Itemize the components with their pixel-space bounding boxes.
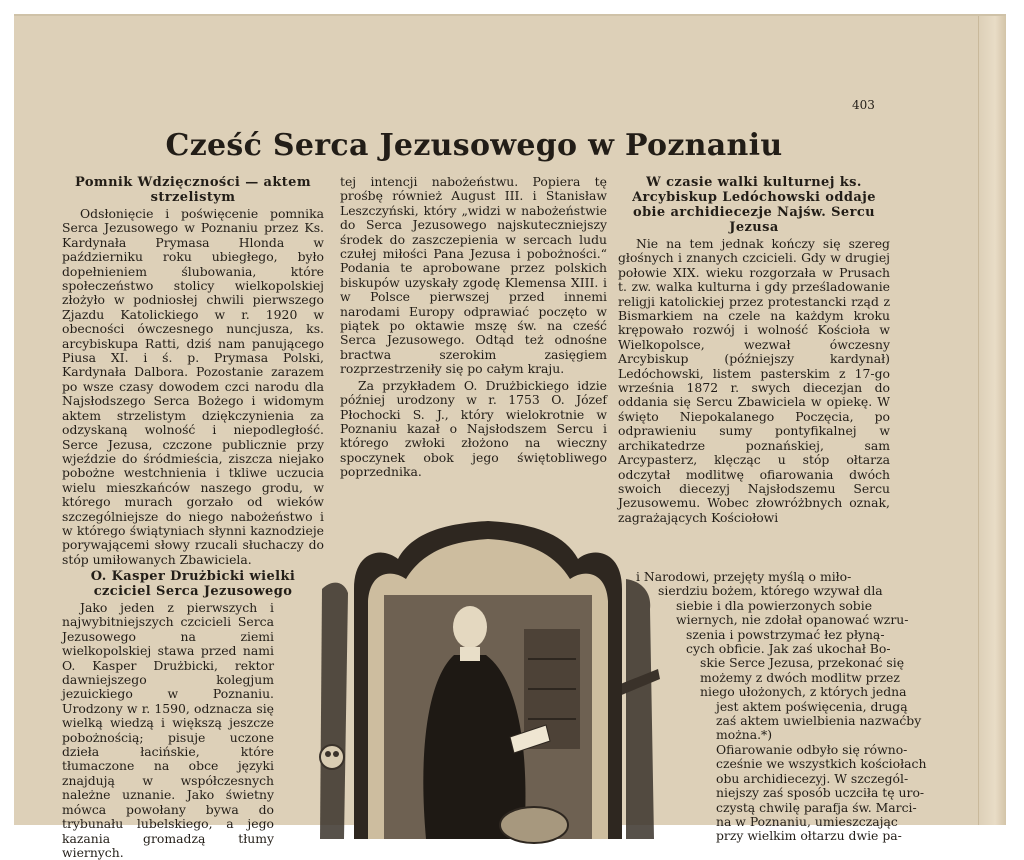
- text-line: niego ułożonych, z których jedna: [700, 684, 907, 700]
- text-line: i Narodowi, przejęty myślą o miło-: [636, 569, 852, 584]
- text-line: czystą chwilę parafja św. Marci-: [716, 799, 917, 815]
- paragraph: Jako jeden z pierwszych i najwybitniejszych czcicieli Serca Jezusowego na ziemi wielkopolskiej stawa przed nami O. Kasper Drużbicki, rektor dawniejszego kolegjum jezuickiego w Poznaniu. Urodzony w r. 1590, odznacza się wielką wiedzą i większą jeszcze pobożnością; pisuje uczone dzieła łacińskie, które tłumaczone na obce języki znajdują w współczesnych należne uznanie. Jako świetny mówca powołany bywa do trybunału lubelskiego, a jego kazania gromadzą tłumy wiernych.: [62, 600, 274, 860]
- text-line: szenia i powstrzymać łez płyną-: [686, 626, 885, 642]
- paragraph: Za przykładem O. Drużbickiego idzie później urodzony w r. 1753 O. Józef Płochocki S. J., który wielokrotnie w Poznaniu kazał o Najsłodszem Sercu i którego zwłoki złożono na wieczny spoczynek obok jego świętobliwego poprzednika.: [340, 377, 607, 480]
- column-3: [618, 175, 890, 525]
- portrait-engraving: [314, 519, 662, 839]
- text-line: cześnie we wszystkich kościołach: [716, 756, 927, 772]
- article-title: Cześć Serca Jezusowego w Poznaniu: [165, 128, 783, 163]
- document-page: [14, 14, 1006, 860]
- text-line: przy wielkim ołtarzu dwie pa-: [716, 828, 902, 844]
- page-number: 403: [852, 98, 875, 112]
- paragraph: tej intencji nabożeństwu. Popiera tę prośbę również August III. i Stanisław Leszczyński, który „widzi w nabożeństwie do Serca Jezusowego najskuteczniejszy środek do zaszczepienia w sercach ludu czułej miłości Pana Jezusa i pobożności.“ Podania te aprobowane przez polskich biskupów uzyskały zgodę Klemensa XIII. i w Polsce pierwszej przed innemi narodami Europy odprawiać poczęto w piątek po oktawie mszę św. na cześć Serca Jezusowego. Odtąd też odnośne bractwa szerokim zasięgiem rozprzestrzeniły się po całym kraju.: [340, 174, 607, 377]
- text-line: niejszy zaś sposób uczciła tę uro-: [716, 785, 925, 801]
- text-line: Ofiarowanie odbyło się równo-: [716, 741, 908, 757]
- column-1: [62, 175, 324, 567]
- section-heading: O. Kasper Drużbicki wielki czciciel Serca Jezusowego: [90, 569, 296, 599]
- text-line: jest aktem poświęcenia, drugą: [716, 698, 908, 714]
- text-line: możemy z dwóch modlitw przez: [700, 669, 900, 685]
- section-heading: Pomnik Wdzięczności — aktem strzelistym: [75, 175, 311, 205]
- text-line: cych obficie. Jak zaś ukochał Bo-: [686, 641, 891, 657]
- column-2: [340, 175, 607, 480]
- text-line: na w Poznaniu, umieszczając: [716, 813, 898, 829]
- page-edge: [978, 16, 1006, 825]
- text-line: siebie i dla powierzonych sobie: [676, 597, 873, 613]
- section-heading: W czasie walki kulturnej ks. Arcybiskup Ledóchowski oddaje obie archidiecezje Najśw. Sercu Jezusa: [632, 175, 876, 235]
- text-line: można.*): [716, 727, 773, 743]
- text-line: sierdziu bożem, którego wzywał dla: [658, 583, 883, 599]
- paragraph: Nie na tem jednak kończy się szereg głośnych i znanych czcicieli. Gdy w drugiej połowie XIX. wieku rozgorzała w Prusach t. zw. walka kulturna i gdy prześladowanie religji katolickiej przez protestancki rząd z Bismarkiem na czele na każdym kroku krępowało rozwój i wolność Kościoła w Wielkopolsce, wezwał ówczesny Arcybiskup (późniejszy kardynał) Ledóchowski, listem pasterskim z 17-go września 1872 r. swych diecezjan do oddania się Sercu Zbawiciela w opiekę. W święto Niepokalanego Poczęcia, po odprawieniu sumy pontyfikalnej w archikatedrze poznańskiej, sam Arcypasterz, klęcząc u stóp ołtarza odczytał modlitwę ofiarowania dwóch swoich diecezyj Najsłodszemu Sercu Jezusowemu. Wobec złowróżbnych oznak, zagrażających Kościołowi: [618, 236, 890, 525]
- paragraph: Odsłonięcie i poświęcenie pomnika Serca Jezusowego w Poznaniu przez Ks. Kardynała Prymasa Hlonda w październiku roku ubiegłego, było dopełnieniem ślubowania, które społeczeństwo stolicy wielkopolskiej złożyło w podniosłej chwili pierwszego Zjazdu Katolickiego w r. 1920 w obecności ówczesnego nuncjusza, ks. arcybiskupa Ratti, dziś nam panującego Piusa XI. i ś. p. Prymasa Polski, Kardynała Dalbora. Pozostanie zarazem po wsze czasy dowodem czci narodu dla Najsłodszego Serca Bożego i widomym aktem strzelistym dziękczynienia za odzyskaną wolność i niepodległość. Serce Jezusa, czczone publicznie przy wjeździe do śródmieścia, ziszcza niejako pobożne westchnienia i tkliwe uczucia wielu mieszkańców naszego grodu, w którego murach gorzało od wieków szczególniejsze do niego nabożeństwo i w którego świątyniach słynni kaznodzieje porywającemi słowy rzucali słuchaczy do stóp umiłowanych Zbawiciela.: [62, 206, 324, 567]
- text-line: obu archidiecezyj. W szczegól-: [716, 770, 909, 786]
- text-line: zaś aktem uwielbienia nazwaćby: [716, 713, 922, 729]
- text-line: skie Serce Jezusa, przekonać się: [700, 655, 905, 671]
- text-line: wiernych, nie zdołał opanować wzru-: [676, 612, 909, 628]
- column-1-subsection: [62, 569, 324, 860]
